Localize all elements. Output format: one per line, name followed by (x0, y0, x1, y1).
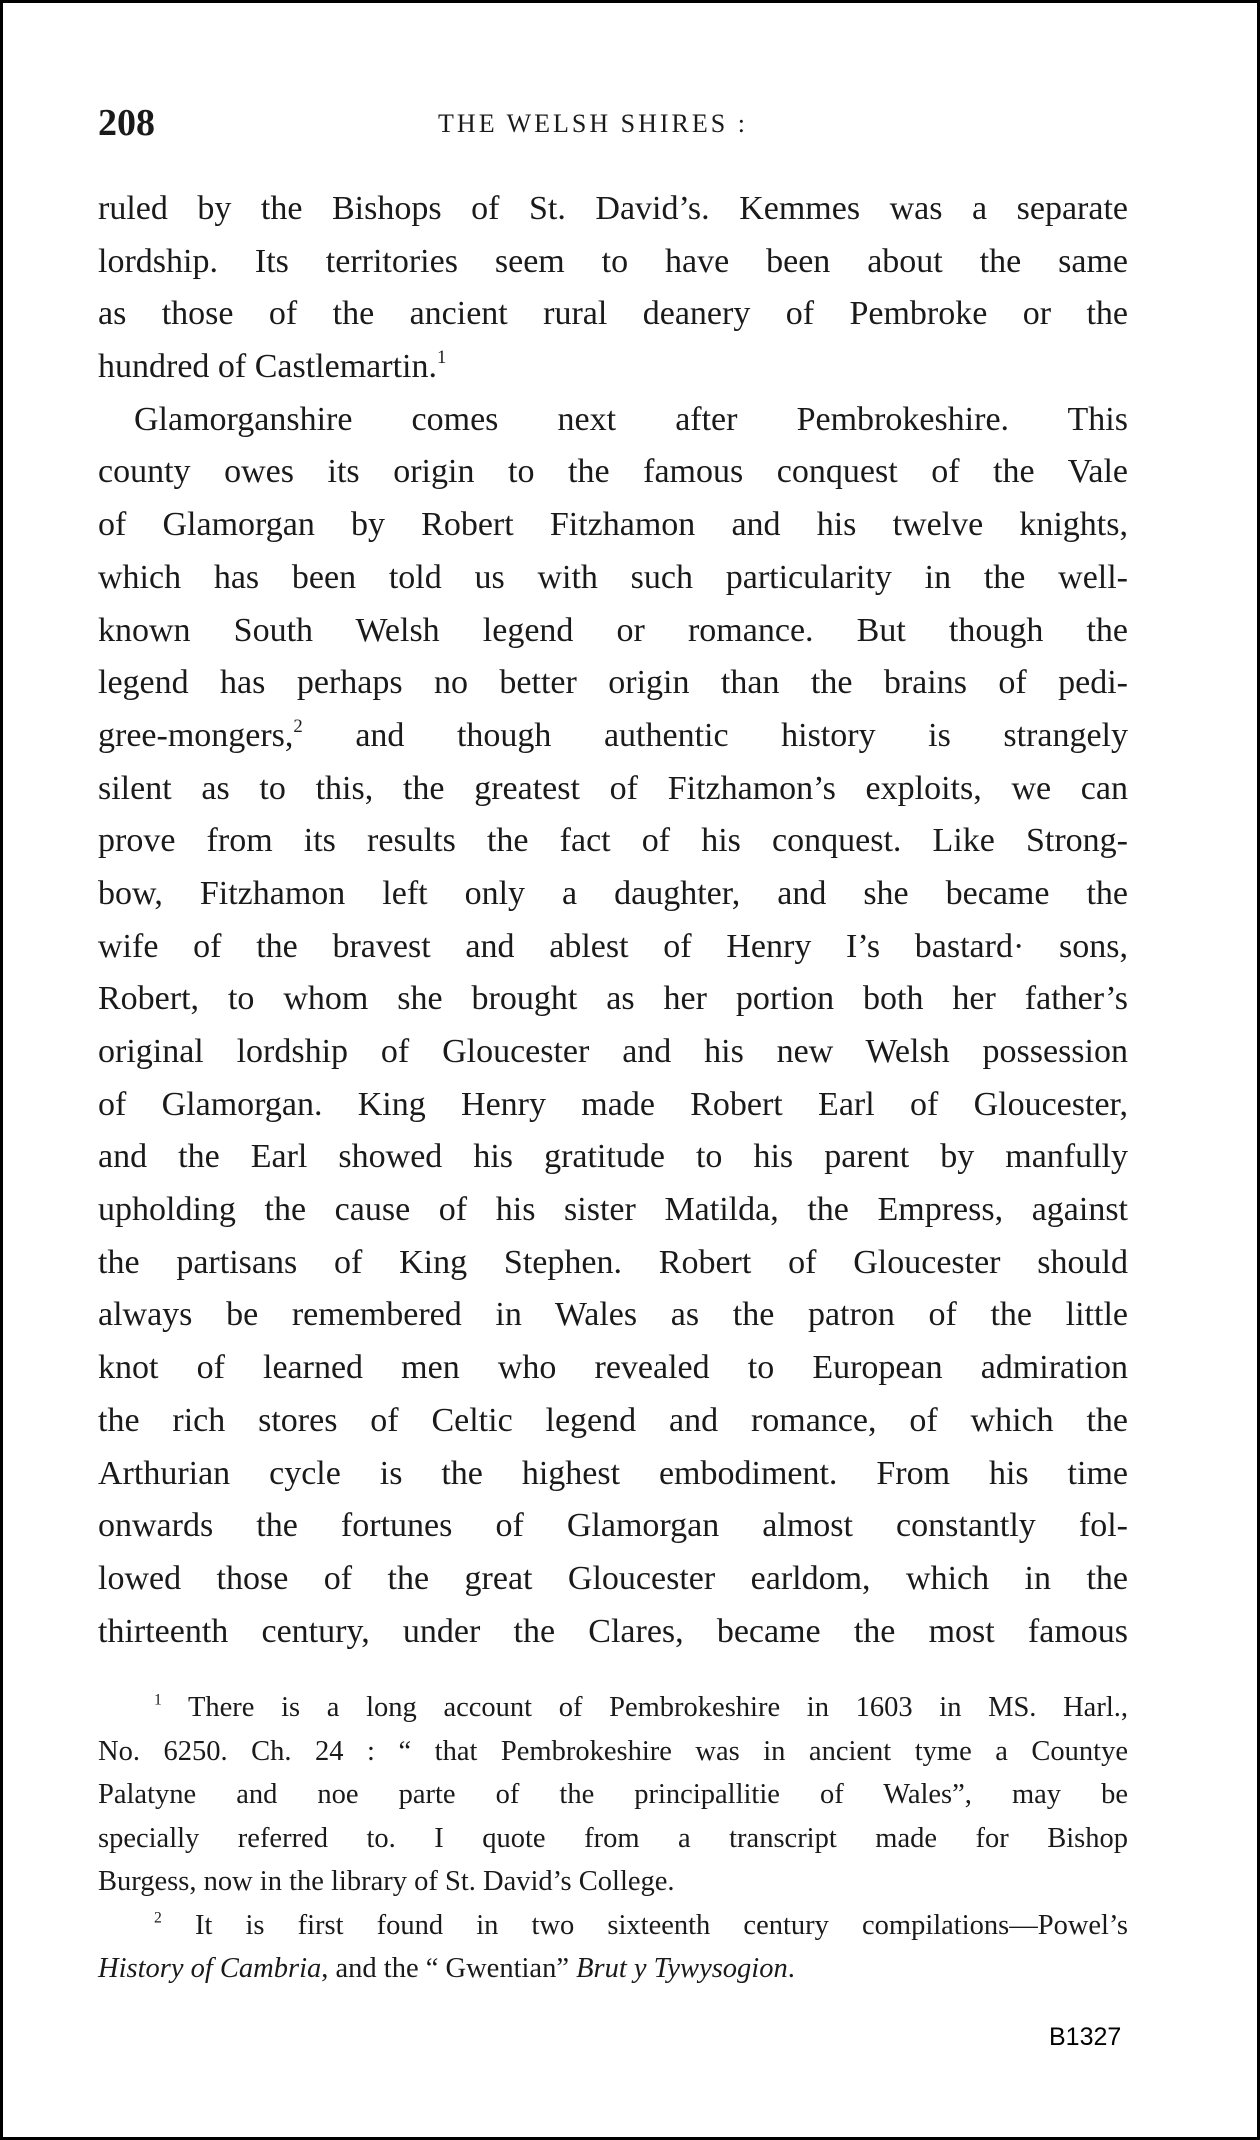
text-run: , and the “ Gwentian” (321, 1953, 577, 1984)
body-line (98, 1553, 1128, 1606)
text-run: lowed those of the great Gloucester earldom, which in the (98, 1559, 1128, 1597)
body-line (98, 394, 1128, 447)
text-run: and the Earl showed his gratitude to his parent by manfully (98, 1138, 1128, 1176)
body-line (98, 446, 1128, 499)
text-run: legend has perhaps no better origin than the brains of pedi- (98, 664, 1128, 702)
body-text (98, 183, 1128, 1658)
body-line (98, 763, 1128, 816)
text-run: Palatyne and noe parte of the principallitie of Wales”, may be (98, 1779, 1128, 1810)
footnote-line (98, 1773, 1128, 1817)
body-line (98, 973, 1128, 1026)
body-line (98, 236, 1128, 289)
body-line (98, 1289, 1128, 1342)
body-line (98, 341, 1128, 394)
italic-title: Brut y Tywysogion (576, 1953, 788, 1984)
text-run: of Glamorgan. King Henry made Robert Earl of Gloucester, (98, 1085, 1128, 1123)
body-line (98, 499, 1128, 552)
text-run: onwards the fortunes of Glamorgan almost constantly fol- (98, 1507, 1128, 1545)
text-run: prove from its results the fact of his conquest. Like Strong- (98, 822, 1128, 860)
body-line (98, 710, 1128, 763)
body-line (98, 1395, 1128, 1448)
footnotes (98, 1686, 1128, 1991)
body-line (98, 183, 1128, 236)
body-line (98, 815, 1128, 868)
footnote-line (98, 1904, 1128, 1948)
body-line (98, 657, 1128, 710)
text-run: No. 6250. Ch. 24 : “ that Pembrokeshire was in ancient tyme a Countye (98, 1735, 1128, 1767)
body-line (98, 1026, 1128, 1079)
body-line (98, 868, 1128, 921)
text-run: knot of learned men who revealed to European admiration (98, 1349, 1128, 1387)
text-run: the partisans of King Stephen. Robert of Gloucester should (98, 1243, 1128, 1281)
italic-title: History of Cambria (98, 1953, 322, 1984)
text-run: original lordship of Gloucester and his new Welsh possession (98, 1033, 1128, 1070)
text-run: which has been told us with such particularity in the well- (98, 558, 1128, 596)
text-run: wife of the bravest and ablest of Henry I’s bastard· sons, (98, 927, 1128, 965)
catalog-number: B1327 (1049, 2023, 1122, 2051)
body-line (98, 921, 1128, 974)
footnote-line (98, 1817, 1128, 1861)
running-title: THE WELSH SHIRES : (438, 109, 748, 138)
page-number: 208 (98, 102, 155, 144)
text-run: Burgess, now in the library of St. David’s College. (98, 1866, 675, 1897)
body-line (98, 1184, 1128, 1237)
text-run: the rich stores of Celtic legend and romance, of which the (98, 1401, 1128, 1439)
text-run: of Glamorgan by Robert Fitzhamon and his twelve knights, (98, 506, 1128, 544)
text-run: It is first found in two sixteenth century compilations—Powel’s (161, 1909, 1128, 1941)
text-run: Robert, to whom she brought as her portion both her father’s (98, 980, 1128, 1018)
body-line (98, 1448, 1128, 1501)
body-line (98, 552, 1128, 605)
footnote-line (98, 1686, 1128, 1730)
text-run: silent as to this, the greatest of Fitzhamon’s exploits, we can (98, 769, 1128, 807)
footnote-marker: 2 (293, 715, 303, 737)
text-run: There is a long account of Pembrokeshire in 1603 in MS. Harl., (161, 1692, 1128, 1723)
footnote-marker: 1 (436, 347, 447, 369)
footnote-line (98, 1860, 1128, 1904)
text-run: hundred of Castlemartin. (98, 348, 437, 386)
text-run: upholding the cause of his sister Matilda, the Empress, against (98, 1191, 1128, 1229)
body-line (98, 1500, 1128, 1553)
text-run: known South Welsh legend or romance. But though the (98, 611, 1128, 649)
text-run: always be remembered in Wales as the patron of the little (98, 1296, 1128, 1334)
text-run: gree-mongers, (98, 716, 294, 754)
footnote-line (98, 1730, 1128, 1774)
text-run: bow, Fitzhamon left only a daughter, and she became the (98, 874, 1128, 912)
text-run: . (787, 1953, 795, 1984)
text-run: as those of the ancient rural deanery of Pembroke or the (98, 295, 1128, 333)
body-line (98, 288, 1128, 341)
footnote-marker: 1 (154, 1691, 162, 1709)
body-line (98, 605, 1128, 658)
text-run: Arthurian cycle is the highest embodiment. From his time (98, 1454, 1128, 1492)
text-run: thirteenth century, under the Clares, became the most famous (98, 1612, 1128, 1650)
text-run: lordship. Its territories seem to have been about the same (98, 242, 1128, 280)
text-run: and though authentic history is strangely (302, 716, 1128, 754)
footnote-marker: 2 (154, 1908, 162, 1926)
body-line (98, 1342, 1128, 1395)
text-run: ruled by the Bishops of St. David’s. Kemmes was a separate (98, 190, 1128, 227)
body-line (98, 1237, 1128, 1290)
text-run: specially referred to. I quote from a transcript made for Bishop (98, 1822, 1128, 1854)
body-line (98, 1079, 1128, 1132)
body-line (98, 1131, 1128, 1184)
body-line (98, 1606, 1128, 1659)
text-run: county owes its origin to the famous conquest of the Vale (98, 453, 1128, 491)
footnote-line (98, 1947, 1128, 1991)
text-run: Glamorganshire comes next after Pembrokeshire. This (134, 400, 1128, 438)
